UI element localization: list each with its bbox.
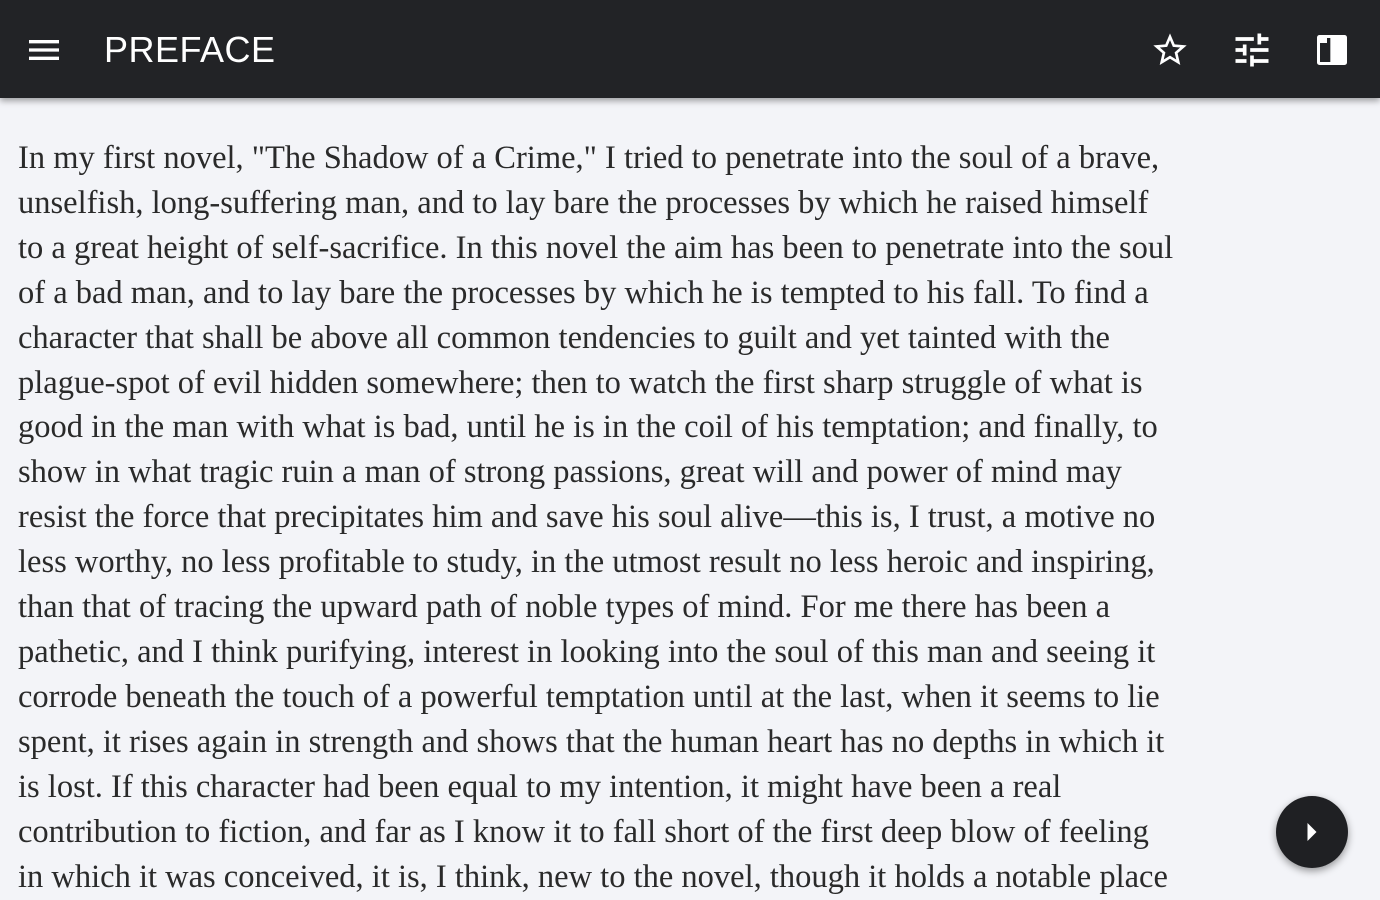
- menu-icon: [24, 30, 64, 70]
- text-line: less worthy, no less profitable to study, in the utmost result no less heroic and inspiring,: [18, 544, 1155, 581]
- text-line: than that of tracing the upward path of noble types of mind. For me there has been a: [18, 589, 1111, 626]
- text-line: is lost. If this character had been equal to my intention, it might have been a real: [18, 768, 1062, 805]
- text-line: show in what tragic ruin a man of strong passions, great will and power of mind may: [18, 454, 1122, 491]
- text-line: character that shall be above all common tendencies to guilt and yet tainted with the: [18, 319, 1110, 356]
- text-line: resist the force that precipitates him and save his soul alive—this is, I trust, a motive no: [18, 499, 1156, 536]
- text-line: to a great height of self-sacrifice. In this novel the aim has been to penetrate into the soul: [18, 229, 1174, 266]
- text-line: In my first novel, "The Shadow of a Crime," I tried to penetrate into the soul of a brave,: [18, 140, 1160, 176]
- text-line: good in the man with what is bad, until he is in the coil of his temptation; and finally, to: [18, 409, 1158, 446]
- chapter-title: PREFACE: [104, 29, 276, 70]
- text-line: corrode beneath the touch of a powerful temptation until at the last, when it seems to lie: [18, 678, 1160, 715]
- text-line: unselfish, long-suffering man, and to lay bare the processes by which he raised himself: [18, 184, 1149, 221]
- book-icon: [1312, 30, 1352, 70]
- reader-page[interactable]: [0, 98, 1380, 900]
- chevron-right-icon: [1294, 814, 1330, 850]
- next-page-button[interactable]: [1276, 796, 1348, 868]
- text-line: contribution to fiction, and far as I know it to fall short of the first deep blow of feeling: [18, 813, 1149, 850]
- page-layout-button[interactable]: [1302, 20, 1362, 80]
- app-bar: [0, 0, 1380, 98]
- menu-button[interactable]: [14, 20, 74, 80]
- text-line: in which it was conceived, it is, I think, new to the novel, though it holds a notable place: [18, 858, 1168, 895]
- reader-settings-button[interactable]: [1222, 20, 1282, 80]
- star-icon: [1150, 30, 1190, 70]
- text-line: of a bad man, and to lay bare the processes by which he is tempted to his fall. To find a: [18, 274, 1149, 311]
- preface-paragraph: [18, 136, 1363, 899]
- text-line: pathetic, and I think purifying, interest in looking into the soul of this man and seeing it: [18, 633, 1156, 670]
- text-line: spent, it rises again in strength and shows that the human heart has no depths in which it: [18, 723, 1165, 760]
- bookmark-button[interactable]: [1140, 20, 1200, 80]
- tune-icon: [1230, 28, 1274, 72]
- text-line: plague-spot of evil hidden somewhere; then to watch the first sharp struggle of what is: [18, 364, 1143, 401]
